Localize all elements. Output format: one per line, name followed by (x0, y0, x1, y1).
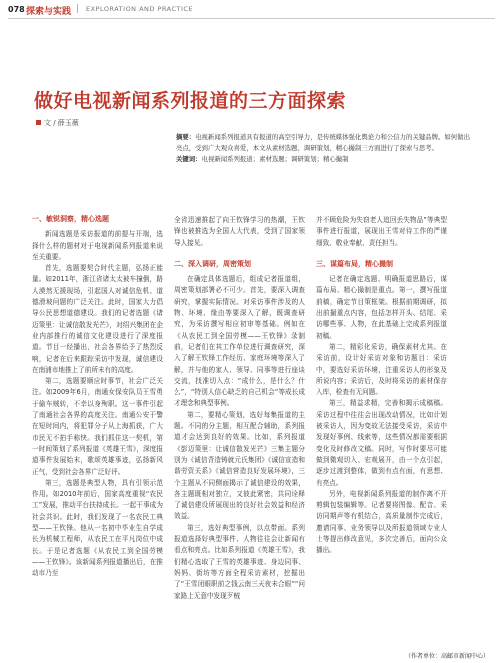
page-header (0, 0, 503, 22)
paragraph: 记者在确定选题、明确报道思路后，谋篇布局、精心撮制是重点。第一，撰写报道前稿，确定节目策框架。根据前期调研，拟出前撮重点内容，包括怎样开头、结尾、采访哪些事、人物，在此基础上完成系列报道初稿。 (316, 275, 447, 340)
paragraph: 第三，选题是典型人物，具有引领示范作用。如2010年前后，国家高度重视“农民工”发展，推动平台扶持成长。一起干事成为社会共识。此时，我们发现了一名农民工典型——王钦锋。他从一名初中毕业生自学成长为机械工程师，从农民工在平凡岗位中成长。于是记者选题《从农民工到全国劳模——王钦锋》。该新闻系列报道播出后，在推动市乃至 (32, 478, 163, 578)
paragraph: 另外，电视新闻系列报道的制作离不开剪辑包装编辑等。记者要将图像、配音、采访同期声等有机结合，高质量制作完成后，邀请同事、业务领导以及所报道领域专业人士等提出修改意见，多次完善后，面向公众播出。 (316, 489, 447, 555)
abstract (176, 132, 472, 154)
section-english: EXPLORATION AND PRACTICE (86, 5, 194, 13)
keywords-text: 电视新闻系列报道；素材选题；调研策划；精心撮制 (201, 155, 349, 163)
keywords (176, 154, 472, 165)
paragraph: 第二，要精心策划，选好每集报道的主题。不同的分主题，相互配合辅助，系列报道才会达到良好的效果。比如，系列报道《彭迈策里：让诚信散发光芒》三集主题分别为《诚信背造铸就元氏集团》《诚信宣造和谐劳资关系》《诚信营造良好发展环境》，三个主题从不同侧面揭示了诚信建设的效果，各主题既相对独立，又彼此紧密，共同诠释了诚信建设所展现出的良好社会效益和经济效益。 (174, 410, 305, 521)
author-square-icon (36, 120, 41, 125)
header-rule (8, 18, 495, 19)
header-separator: | (76, 4, 80, 14)
paragraph: 并不顾危险为失窃老人追回丢失物品”等典型事件进行报道，展现出王雪对待工作的严谨细致、敬业奉献、责任担当。 (316, 216, 447, 247)
paragraph: 第二，选题要顺应时事节，社会广泛关注。如2009年6月，南通女保安队员王雪勇于偷车贼转，不幸以身殉职。这一事件引起了南通社会各界的高度关注。南通公安干警在短时间内，将犯罪分子从上海抓获，广大市民无不拍手称快。我们抓住这一契机，第一时间策划了系列报道《英雄王雪》，深度报道事件发展始末，歌颂英雄事迹，弘扬新风正气，受到社会各界广泛好评。 (32, 377, 163, 476)
abstract-text: 电视新闻系列报道具有报道的高空引导力，是传统媒体强化舆论力和公信力的关键品牌。如何做出亮点，受到广大观众喜爱，本文从素材选题、调研策划、精心撮制三方面进行了探索与思考。 (176, 133, 470, 152)
author-name: 文 / 薛玉薇 (44, 119, 79, 127)
section-heading-3: 三、谋篇布局，精心撮制 (316, 259, 393, 268)
section-heading-1: 一、敏锐洞察，精心选题 (32, 215, 109, 223)
author-affiliation: （作者单位：高邮市新闻中心） (404, 653, 489, 660)
paragraph: 在确定具体选题后，组成记者报道组，周密策划部署必不可少。首先，要深入调查研究，掌握实际情况。对采访事件涉及的人物、环境、缘由等要深入了解，既调查研究，为采访撰写相应初审等基础。例如在《从农民工到全国劳模——王钦锋》录制前，记者们在其工作单位进行调查研究，深入了解王钦锋工作经历、家庭环境等深入了解，并与他的家人、领导、同事等进行座谈交流，找准切入点：“成什么，是什么？什么”，“特别人信心缺乏的自己机会”等成长成才理念和典型事例。 (174, 275, 305, 408)
paragraph: 第三，精益求精，完善和揭示成稿稿。采访过程中往往会出现改动情况，比如计划被采访人，因为变故无法接受采访，采访中发现好事例、线索等，这些情况都需要根据变化及时修改文稿。同时，写作时要尽可能做到微观切入、宏观展开，由一个点引起，逐步过渡到整体，做到有点有面，有思想、有亮点。 (316, 399, 447, 487)
article-title: 做好电视新闻系列报道的三方面探索 (34, 90, 347, 112)
paragraph: 新闻选题是采访报道的前提与开端，选择什么样的题材对于电视新闻系列报道来说至关重要。 (32, 230, 163, 261)
abstract-block (176, 132, 472, 165)
paragraph: 第二，精彩化采访，确保素材尤其。在采访前，设计好采访对象和访题目：采访中，要选好采访环境，注重采访人的形象及所说内容；采访后，及时将采访的素材保存入库，检查有无问题。 (316, 342, 447, 397)
column-2 (174, 215, 305, 602)
column-3 (316, 215, 447, 557)
column-1 (32, 210, 163, 580)
abstract-label: 摘要： (176, 133, 196, 141)
keywords-label: 关键词： (176, 155, 202, 163)
paragraph: 首先，选题要契合时代主题，弘扬正能量。如2011年，浙江省诸太太被车撞倒，路人漠然无援现场，引起国人对诚信危机、道德滑坡问题的广泛关注。此时，国家大力倡导公民思想道德建设。我们的记者选题《诸迈策里：让诚信散发光芒》，对绍兴集团在企业内部推行的诚信文化建设进行了深度报道。节目一经播出，社会各界给予了热烈反响，记者在后来跟踪采访中发现，诚信建设在南浦市地推上了前所未有的高度。 (32, 264, 163, 374)
paragraph: 全省迅速推起了向王钦锋学习的热潮，王钦锋也被推选为全国人大代表，受到了国家领导人接见。 (174, 216, 305, 247)
section-name: 探索与实践 (26, 7, 72, 17)
page-number: 078 (8, 5, 25, 14)
section-heading-2: 二、深入调研，周密策划 (174, 259, 251, 268)
author-line (36, 118, 79, 128)
paragraph: 第三，选好典型事例，以点带面。系列报道选择好典型事件、人物往往会让新闻有看点和亮点。比如系列报道《英雄王雪》，我们精心选取了王雪的英雄事迹、身边同事、妈妈、街坊等方面全程采访素材，挖掘出了“王雪闭眼职前之钱云南三天夜未合眼”“问家路上无意中发现歹贼 (174, 523, 305, 600)
